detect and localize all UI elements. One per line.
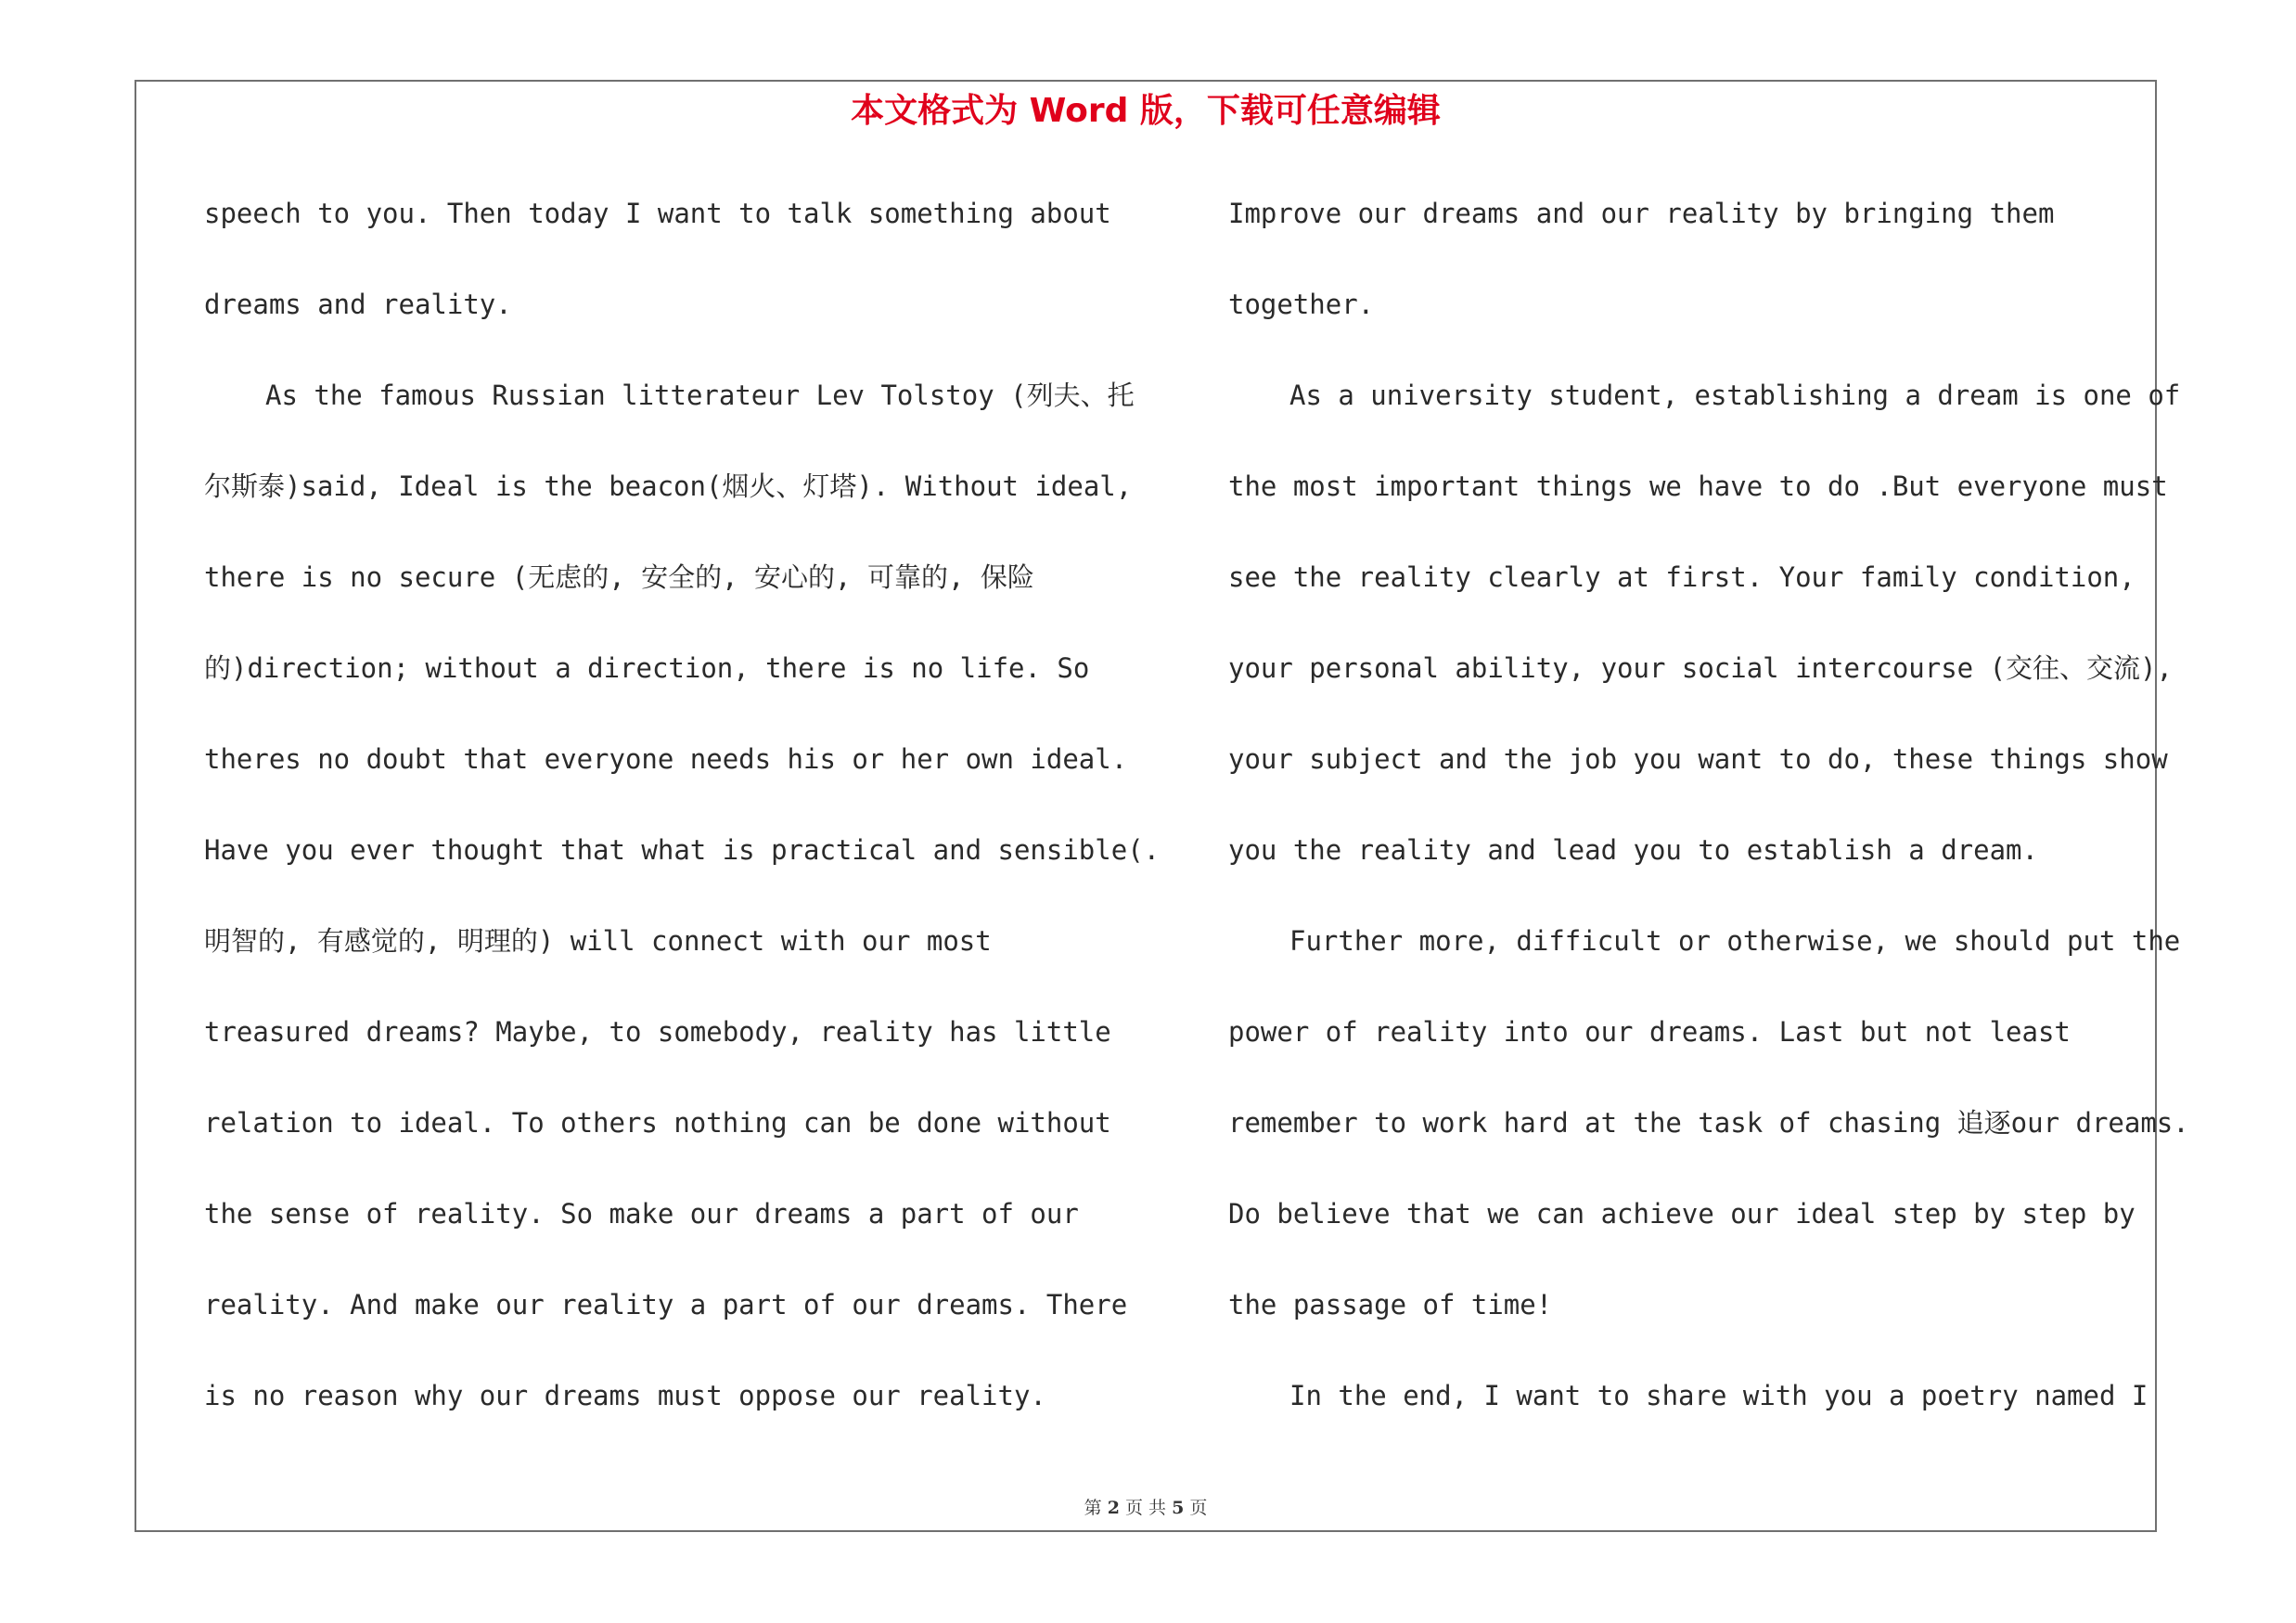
- text-line: together.: [1228, 289, 1375, 320]
- text-line: is no reason why our dreams must oppose our reality.: [204, 1380, 1046, 1411]
- text-line: dreams and reality.: [204, 289, 512, 320]
- footer-prefix: 第: [1084, 1498, 1102, 1518]
- text-line: you the reality and lead you to establish a dream.: [1228, 834, 2038, 866]
- paragraph-start-line: As the famous Russian litterateur Lev Tolstoy (列夫、托: [265, 380, 1135, 411]
- current-page-number: 2: [1107, 1498, 1120, 1518]
- text-line: remember to work hard at the task of chasing 追逐our dreams.: [1228, 1107, 2189, 1139]
- right-text-column: [1228, 186, 2189, 1459]
- text-line: your personal ability, your social intercourse (交往、交流),: [1228, 652, 2173, 684]
- text-line: the sense of reality. So make our dreams a part of our: [204, 1198, 1079, 1230]
- footer-suffix: 页: [1189, 1498, 1208, 1518]
- text-line: 尔斯泰)said, Ideal is the beacon(烟火、灯塔). Without ideal,: [204, 470, 1133, 502]
- text-line: theres no doubt that everyone needs his or her own ideal.: [204, 743, 1128, 775]
- left-text-column: [204, 186, 1161, 1459]
- footer-middle: 页 共: [1124, 1498, 1167, 1518]
- text-line: Do believe that we can achieve our ideal step by step by: [1228, 1198, 2136, 1230]
- text-line: treasured dreams? Maybe, to somebody, reality has little: [204, 1016, 1111, 1048]
- total-page-count: 5: [1172, 1498, 1185, 1518]
- word-format-banner: 本文格式为 Word 版，下载可任意编辑: [851, 92, 1441, 130]
- text-line: see the reality clearly at first. Your family condition,: [1228, 561, 2136, 593]
- text-line: Improve our dreams and our reality by bringing them: [1228, 198, 2055, 229]
- text-line: 的)direction; without a direction, there is no life. So: [204, 652, 1090, 684]
- page-number-footer: [135, 1494, 2157, 1519]
- paragraph-start-line: As a university student, establishing a dream is one of: [1289, 380, 2181, 411]
- text-line: 明智的, 有感觉的, 明理的) will connect with our most: [204, 925, 992, 957]
- text-line: power of reality into our dreams. Last but not least: [1228, 1016, 2071, 1048]
- text-line: speech to you. Then today I want to talk something about: [204, 198, 1111, 229]
- text-line: the passage of time!: [1228, 1289, 1553, 1320]
- text-line: there is no secure (无虑的, 安全的, 安心的, 可靠的, 保险: [204, 561, 1034, 593]
- text-line: relation to ideal. To others nothing can be done without: [204, 1107, 1111, 1139]
- paragraph-start-line: Further more, difficult or otherwise, we should put the: [1289, 925, 2181, 957]
- text-line: your subject and the job you want to do, these things show: [1228, 743, 2168, 775]
- paragraph-start-line: In the end, I want to share with you a poetry named I: [1289, 1380, 2148, 1411]
- text-line: Have you ever thought that what is practical and sensible(.: [204, 834, 1161, 866]
- text-line: the most important things we have to do .But everyone must: [1228, 470, 2168, 502]
- text-line: reality. And make our reality a part of our dreams. There: [204, 1289, 1128, 1320]
